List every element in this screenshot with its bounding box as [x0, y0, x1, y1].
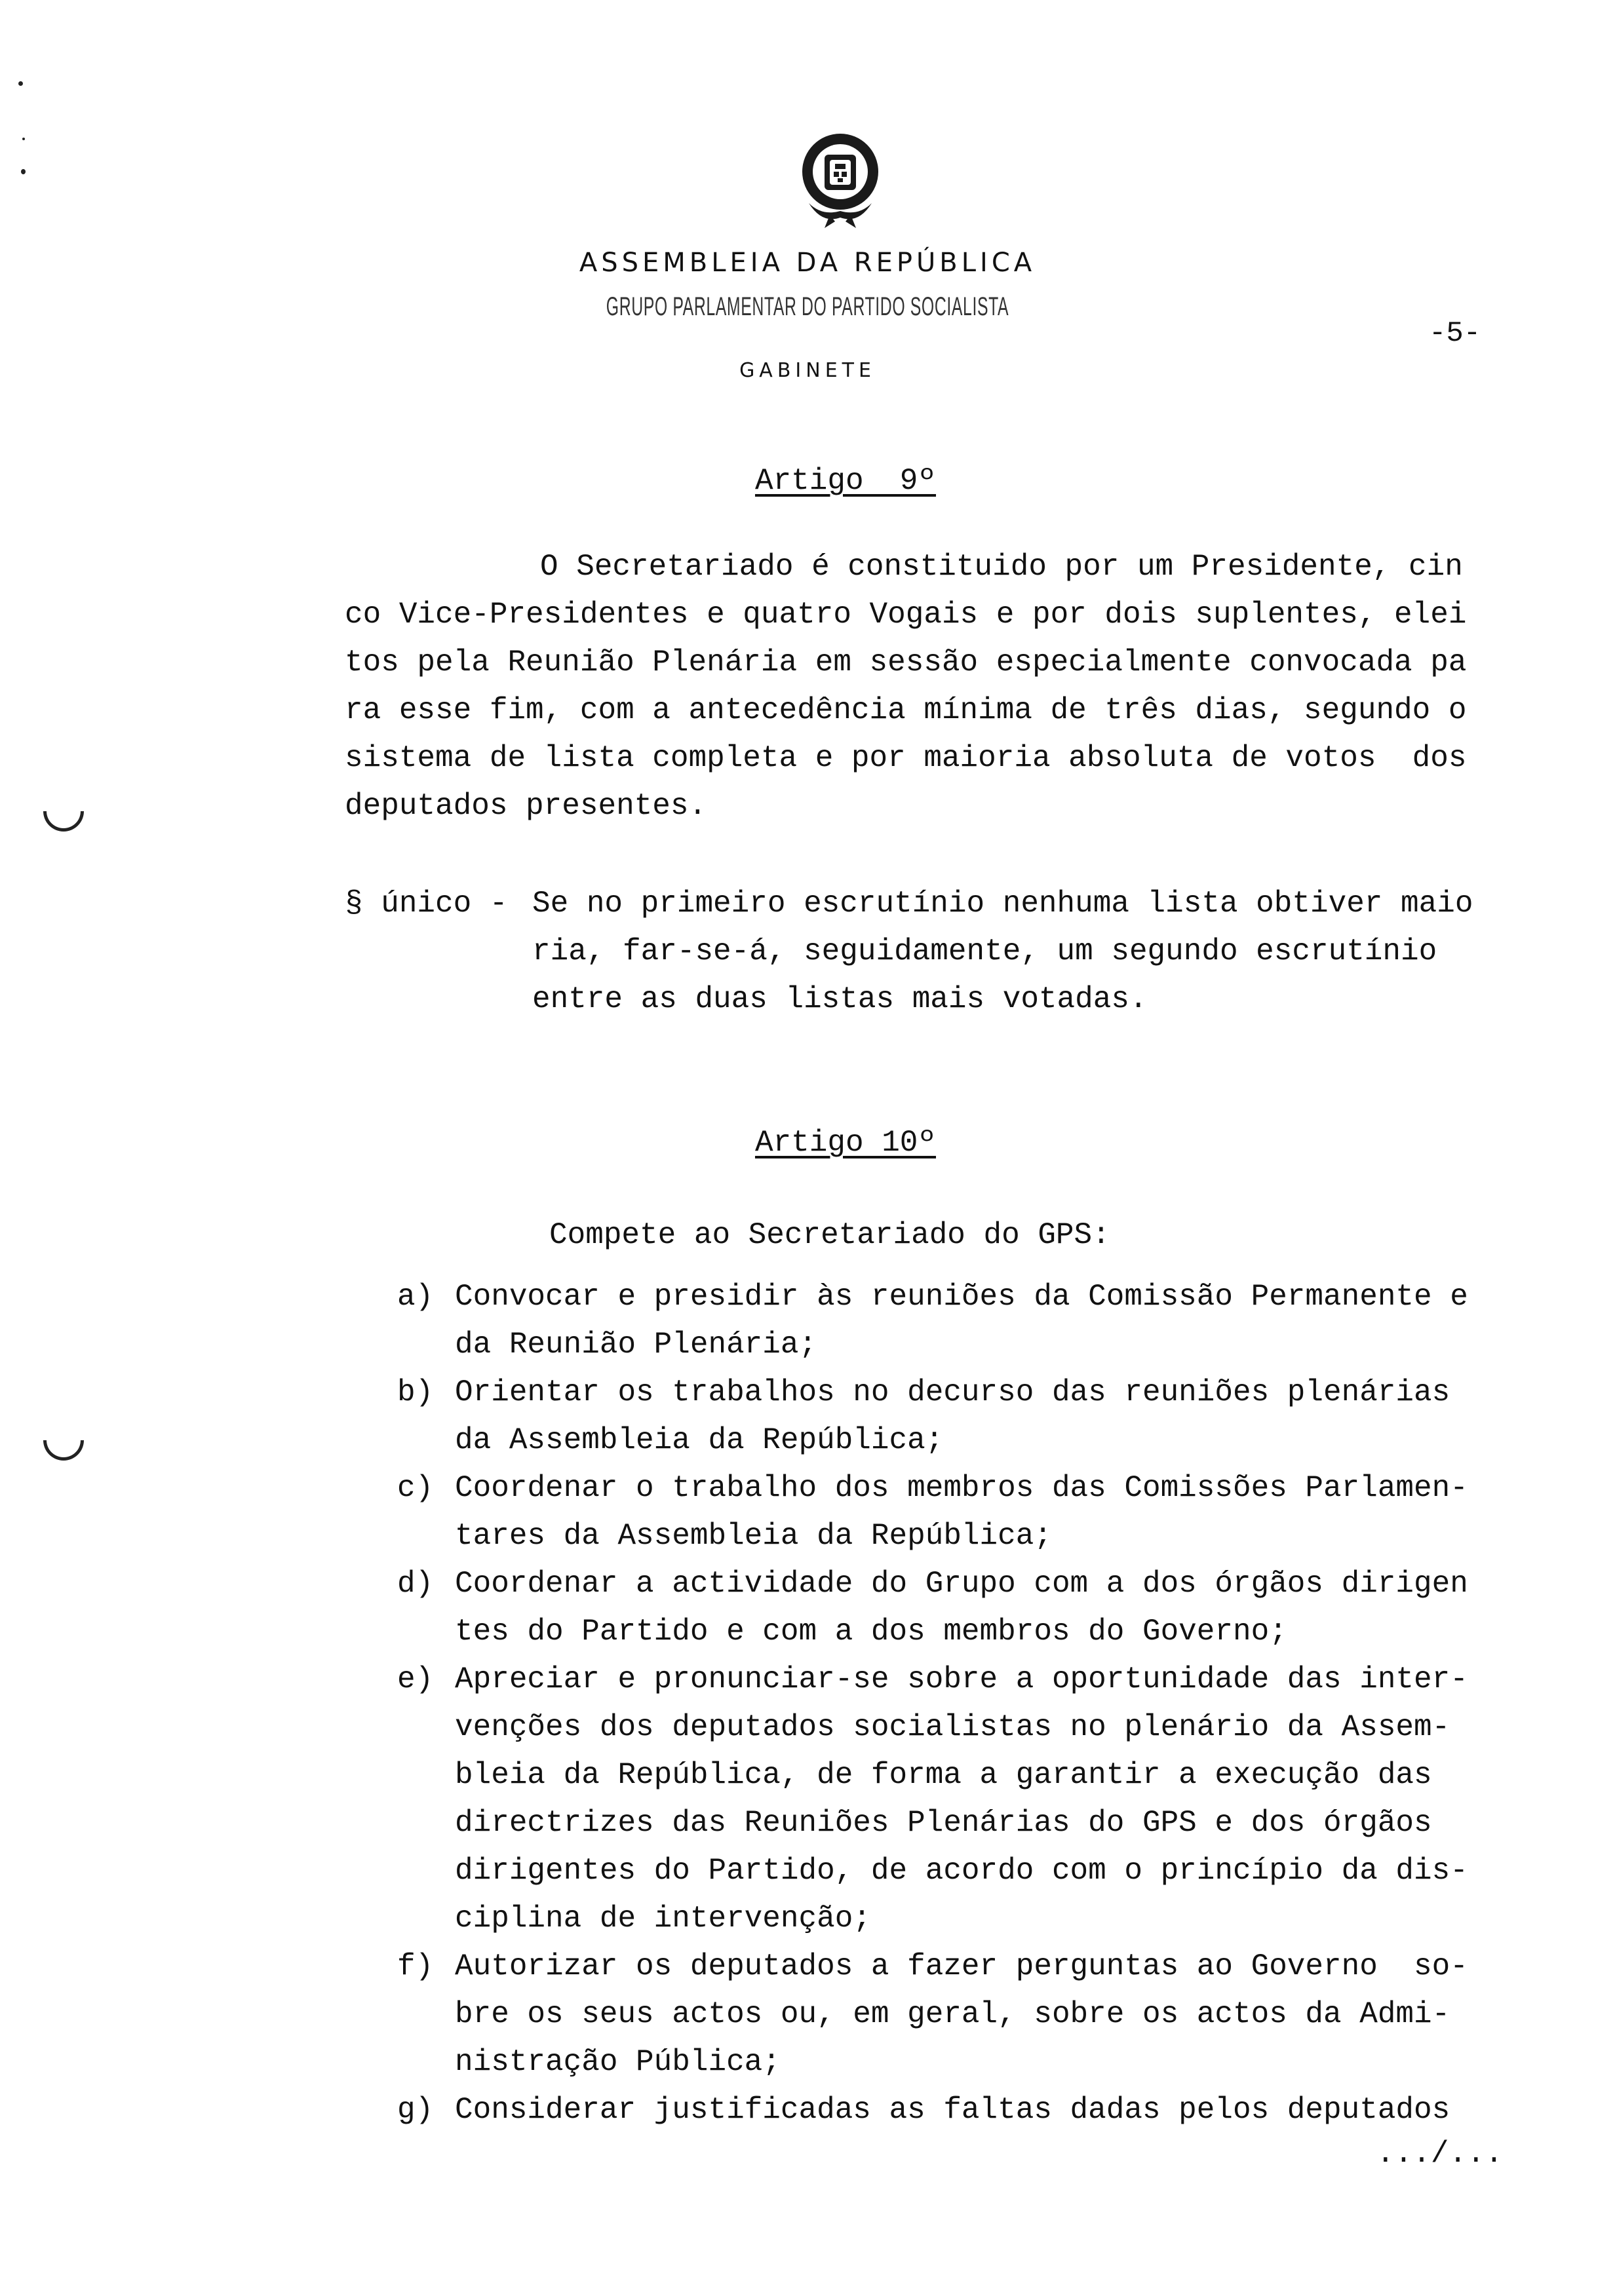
list-item-line: tes do Partido e com a dos membros do Governo;	[455, 1615, 1287, 1649]
list-item-label: f)	[397, 1949, 434, 1983]
list-item-line: Coordenar a actividade do Grupo com a dos órgãos dirigen	[455, 1567, 1468, 1601]
article-9-title: Artigo 9º	[754, 464, 937, 498]
list-item-line: Coordenar o trabalho dos membros das Comissões Parlamen-	[455, 1471, 1468, 1505]
list-item-label: g)	[397, 2093, 434, 2127]
article-9-line: ra esse fim, com a antecedência mínima de três dias, segundo o	[345, 693, 1467, 727]
list-item-line: venções dos deputados socialistas no plenário da Assem-	[455, 1710, 1450, 1744]
single-paragraph-line: entre as duas listas mais votadas.	[532, 982, 1148, 1016]
scan-speck	[21, 169, 26, 174]
institution-name: ASSEMBLEIA DA REPÚBLICA	[579, 248, 1036, 278]
parliamentary-group-name: GRUPO PARLAMENTAR DO PARTIDO SOCIALISTA	[606, 292, 1009, 321]
binder-mark	[43, 1440, 84, 1461]
scan-speck	[18, 81, 23, 86]
single-paragraph-line: ria, far-se-á, seguidamente, um segundo escrutínio	[532, 934, 1437, 968]
single-paragraph-label: § único -	[345, 887, 508, 921]
list-item-line: Considerar justificadas as faltas dadas pelos deputados	[455, 2093, 1450, 2127]
list-item-label: d)	[397, 1567, 434, 1601]
article-9-line: sistema de lista completa e por maioria absoluta de votos dos	[345, 741, 1467, 775]
list-item-line: directrizes das Reuniões Plenárias do GPS e dos órgãos	[455, 1806, 1432, 1840]
list-item-line: tares da Assembleia da República;	[455, 1519, 1052, 1553]
office-name: GABINETE	[739, 359, 876, 382]
list-item-label: c)	[397, 1471, 434, 1505]
list-item-line: ciplina de intervenção;	[455, 1902, 871, 1936]
list-item-label: a)	[397, 1280, 434, 1314]
article-10-intro: Compete ao Secretariado do GPS:	[549, 1218, 1110, 1252]
list-item-line: Orientar os trabalhos no decurso das reuniões plenárias	[455, 1375, 1450, 1409]
coat-of-arms-seal	[796, 126, 885, 231]
scan-speck	[22, 138, 25, 140]
list-item-line: Convocar e presidir às reuniões da Comissão Permanente e	[455, 1280, 1468, 1314]
list-item-line: Autorizar os deputados a fazer perguntas ao Governo so-	[455, 1949, 1468, 1983]
list-item-line: bleia da República, de forma a garantir a execução das	[455, 1758, 1432, 1792]
list-item-label: b)	[397, 1375, 434, 1409]
article-10-title: Artigo 10º	[754, 1126, 937, 1160]
continuation-mark: .../...	[1376, 2137, 1504, 2171]
list-item-line: bre os seus actos ou, em geral, sobre os actos da Admi-	[455, 1997, 1450, 2031]
list-item-line: dirigentes do Partido, de acordo com o princípio da dis-	[455, 1854, 1468, 1888]
article-9-line: O Secretariado é constituido por um Presidente, cin	[540, 550, 1463, 584]
list-item-line: Apreciar e pronunciar-se sobre a oportunidade das inter-	[455, 1662, 1468, 1696]
list-item-line: da Reunião Plenária;	[455, 1328, 817, 1362]
list-item-line: nistração Pública;	[455, 2045, 781, 2079]
page-number: -5-	[1429, 317, 1481, 350]
article-9-line: deputados presentes.	[345, 789, 707, 823]
binder-mark	[43, 811, 84, 832]
article-9-line: co Vice-Presidentes e quatro Vogais e por dois suplentes, elei	[345, 598, 1467, 632]
list-item-label: e)	[397, 1662, 434, 1696]
list-item-line: da Assembleia da República;	[455, 1423, 944, 1457]
article-9-line: tos pela Reunião Plenária em sessão especialmente convocada pa	[345, 645, 1467, 679]
single-paragraph-line: Se no primeiro escrutínio nenhuma lista obtiver maio	[532, 887, 1473, 921]
